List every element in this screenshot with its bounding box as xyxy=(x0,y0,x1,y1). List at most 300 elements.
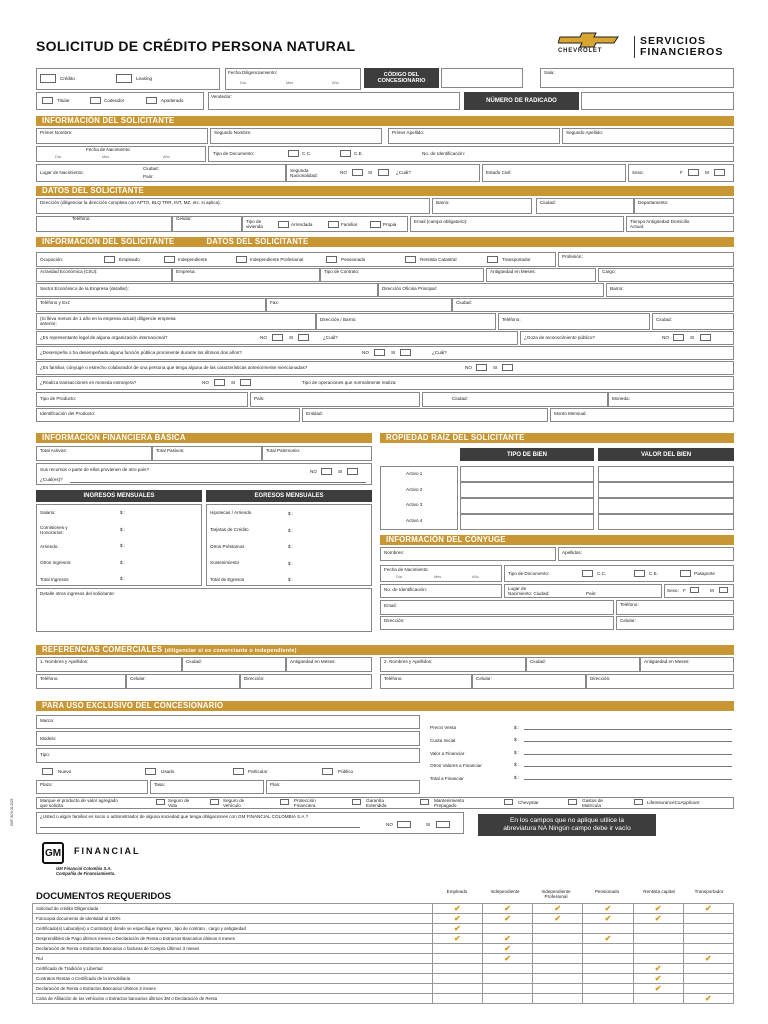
telefono-anterior-field[interactable] xyxy=(498,313,650,330)
tel-ext-field[interactable] xyxy=(36,298,266,312)
doc-row xyxy=(33,924,734,934)
credito-checkbox[interactable] xyxy=(40,74,56,83)
familiar-no-checkbox[interactable] xyxy=(397,821,411,828)
ciudad-label: Ciudad: xyxy=(452,396,468,401)
check-icon: ✔ xyxy=(482,954,532,964)
conyuge-direccion-field[interactable] xyxy=(380,616,614,630)
garantia-label: Garantía Extendida xyxy=(366,798,387,808)
conyuge-email-field[interactable] xyxy=(380,600,614,615)
doc-col-header: Transportador xyxy=(694,889,724,894)
pensionado-label: Pensionado xyxy=(341,257,366,262)
dollar-label: $ : xyxy=(514,775,520,780)
barrio-oficina-field[interactable] xyxy=(606,283,734,297)
total-line[interactable] xyxy=(524,779,732,780)
doc-row-label: Declaración de Renta o Extractos Bancarios o facturas de Compra Últimos 3 meses xyxy=(33,944,433,954)
f-label: F xyxy=(680,170,683,175)
barrio-label: Barrio: xyxy=(436,200,450,205)
activo-2-tipo[interactable] xyxy=(460,482,594,498)
q4-si-checkbox[interactable] xyxy=(240,379,251,386)
check-icon: ✔ xyxy=(432,934,482,944)
dollar-label: $ : xyxy=(120,543,126,548)
page-title: SOLICITUD DE CRÉDITO PERSONA NATURAL xyxy=(36,38,356,54)
no-label: NO xyxy=(260,335,267,340)
dollar-label: $ : xyxy=(120,560,126,565)
si-label: SI xyxy=(426,822,431,827)
rentista-checkbox[interactable] xyxy=(405,256,416,263)
no-label: NO xyxy=(662,335,669,340)
q1-si-checkbox[interactable] xyxy=(298,334,309,341)
total-egresos-label: Total de Egresos xyxy=(210,577,245,582)
comisiones-label: Comisiones y Honorarios: xyxy=(40,525,68,535)
particular-label: Particular xyxy=(248,769,268,774)
tel-ext-label: Teléfono y Ext: xyxy=(40,300,71,305)
doc-cell-empty xyxy=(432,944,482,954)
sexo-label: Sexo: xyxy=(632,170,644,175)
doc-cell-empty xyxy=(482,974,532,984)
no-identificacion-label: No. de Identificación: xyxy=(422,151,465,156)
celular-label: Celular: xyxy=(176,216,192,221)
telefono-field[interactable] xyxy=(36,216,172,232)
segundo-nombre-label: Segundo Nombre: xyxy=(214,130,252,135)
doc-row-label: Desprendibles de Pago últimos meses o Declaración de Renta o Extractos Bancarios últimos 3 meses xyxy=(33,934,433,944)
ano-label: Año xyxy=(472,575,479,579)
tipo-doc-label: Tipo de Documento: xyxy=(508,571,550,576)
dollar-label: $ : xyxy=(120,510,126,515)
q4-no-checkbox[interactable] xyxy=(214,379,225,386)
check-icon: ✔ xyxy=(482,944,532,954)
ciudad-producto-field[interactable] xyxy=(422,392,608,407)
seguro-vehiculo-label: Seguro de Vehículo xyxy=(223,798,245,808)
check-icon: ✔ xyxy=(683,994,733,1004)
doc-cell-empty xyxy=(533,964,583,974)
no-label: NO xyxy=(386,822,393,827)
doc-col-header: Independiente Profesional xyxy=(541,889,571,899)
activo-1-tipo[interactable] xyxy=(460,466,594,482)
familiar-checkbox[interactable] xyxy=(328,221,339,228)
dia-label: Día xyxy=(396,575,402,579)
valor-bien-header: VALOR DEL BIEN xyxy=(598,448,734,461)
solicitante-section-header: INFORMACIÓN DEL SOLICITANTE xyxy=(36,116,734,126)
independiente-label: Independiente xyxy=(178,257,208,262)
chevystar-checkbox[interactable] xyxy=(504,799,513,805)
seguro-vida-checkbox[interactable] xyxy=(156,799,165,805)
pais-label: País: xyxy=(254,396,265,401)
familiar-label: Familiar xyxy=(341,222,358,227)
leasing-checkbox[interactable] xyxy=(116,74,132,83)
doc-cell-empty xyxy=(583,984,633,994)
doc-row xyxy=(33,914,734,924)
doc-cell-empty xyxy=(683,974,733,984)
activo-3-valor[interactable] xyxy=(598,498,734,514)
otros-line[interactable] xyxy=(524,766,732,767)
dollar-label: $ : xyxy=(288,511,294,516)
dollar-label: $ : xyxy=(120,527,126,532)
sexo-label: Sexo: xyxy=(667,588,679,593)
q3-label: ¿Es familiar, cónyuge o estrecho colaborador de una persona que tenga alguna de las características anteriormente mencionadas? xyxy=(40,365,308,370)
tipo-contrato-label: Tipo de Contrato: xyxy=(324,269,360,274)
si-menos-label: (Si lleva menos de 1 año en la empresa actual) diligencie empresa anterior: xyxy=(40,316,176,326)
no-label: NO xyxy=(465,365,472,370)
mantenimiento-label: Mantenimiento Prepagado xyxy=(434,798,465,808)
celular-label: Celular: xyxy=(620,618,636,623)
vendedor-field[interactable] xyxy=(208,92,460,110)
codeudor-label: Codeudor xyxy=(104,98,125,103)
datos-section-header: DATOS DEL SOLICITANTE xyxy=(36,186,734,196)
sostenimiento-label: Sostenimiento xyxy=(210,560,240,565)
sector-label: Sector Económico de la Empresa (detallar): xyxy=(40,286,129,291)
pais-label: País: xyxy=(586,591,597,596)
referencias-section-header: REFERENCIAS COMERCIALES (diligenciar si es comerciante o independiente) xyxy=(36,645,734,655)
cargo-field[interactable] xyxy=(598,268,734,282)
segundo-apellido-label: Segundo Apellido: xyxy=(566,130,604,135)
doc-cell-empty xyxy=(533,974,583,984)
doc-cell-empty xyxy=(482,924,532,934)
lugar-nacimiento-label: Lugar de Nacimiento: xyxy=(40,170,84,175)
cual-line xyxy=(70,482,366,483)
empleado-label: Empleado xyxy=(119,257,140,262)
mes-label: Mes xyxy=(286,81,294,85)
doc-cell-empty xyxy=(633,994,683,1004)
doc-cell-empty xyxy=(533,954,583,964)
chevystar-label: Chevystar xyxy=(518,800,539,805)
empresa-label: Empresa: xyxy=(176,269,196,274)
fax-field[interactable] xyxy=(266,298,452,312)
gm-logo: GM xyxy=(42,842,64,864)
tipo-documento-field xyxy=(208,146,734,162)
dollar-label: $ : xyxy=(288,561,294,566)
no-label: NO xyxy=(202,380,209,385)
activo-4-tipo[interactable] xyxy=(460,514,594,530)
check-icon: ✔ xyxy=(633,904,683,914)
particular-checkbox[interactable] xyxy=(233,768,244,775)
segunda-nac-si-checkbox[interactable] xyxy=(378,169,389,176)
segunda-nac-no-checkbox[interactable] xyxy=(352,169,363,176)
transportador-label: Transportador xyxy=(502,257,531,262)
dollar-label: $ : xyxy=(288,544,294,549)
doc-cell-empty xyxy=(432,994,482,1004)
ciudad-label: Ciudad: xyxy=(186,659,202,664)
sexo-m-checkbox[interactable] xyxy=(714,169,725,176)
gm-legal-name: GM Financial Colombia S.A. xyxy=(56,866,112,871)
doc-cell-empty xyxy=(432,964,482,974)
doc-row-label: Fotocopia documento de identidad al 150% xyxy=(33,914,433,924)
nombres-label: Nombres: xyxy=(384,550,404,555)
cc-label: C.C. xyxy=(302,151,312,156)
q4-label: ¿Realiza transacciones en moneda extranjera? xyxy=(40,380,137,385)
documentos-title: DOCUMENTOS REQUERIDOS xyxy=(36,891,171,902)
arrendada-label: Arrendada xyxy=(291,222,313,227)
doc-col-header: Independiente xyxy=(490,889,520,894)
cc-checkbox[interactable] xyxy=(288,150,299,157)
actividad-label: Actividad Económica (CIIU): xyxy=(40,269,98,274)
otros-label: Otros Valores a Financiar xyxy=(430,763,482,768)
doc-cell-empty xyxy=(533,924,583,934)
tiempo-label: Tiempo Antigüedad Domicilio Actual: xyxy=(630,219,690,229)
doc-row xyxy=(33,944,734,954)
si-label: SI xyxy=(231,380,236,385)
q1b-label: ¿Goza de reconocimiento público? xyxy=(524,335,595,340)
doc-cell-empty xyxy=(533,934,583,944)
doc-cell-empty xyxy=(683,984,733,994)
ano-label: Año xyxy=(332,81,339,85)
check-icon: ✔ xyxy=(432,924,482,934)
nuevo-checkbox[interactable] xyxy=(42,768,53,775)
conyuge-pasaporte-checkbox[interactable] xyxy=(680,570,691,577)
ciudad-label: Ciudad: xyxy=(656,317,672,322)
antiguedad-label: Antigüedad en Meses: xyxy=(290,659,336,664)
conyuge-ce-checkbox[interactable] xyxy=(634,570,645,577)
doc-cell-empty xyxy=(533,944,583,954)
doc-cell-empty xyxy=(633,944,683,954)
dollar-label: $ : xyxy=(514,725,520,730)
precio-label: Precio Venta xyxy=(430,725,457,730)
doc-cell-empty xyxy=(482,994,532,1004)
activo-1-valor[interactable] xyxy=(598,466,734,482)
activo-4-label: Activo 4 xyxy=(406,518,423,523)
plan-field[interactable] xyxy=(266,780,420,794)
fecha-nacimiento-label: Fecha de Nacimiento: xyxy=(86,147,131,152)
email-label: Email: xyxy=(384,603,397,608)
lugar-label: Lugar de Nacimiento: Ciudad: xyxy=(508,586,550,596)
activo-2-label: Activo 2 xyxy=(406,487,423,492)
cuota-line[interactable] xyxy=(524,741,732,742)
publico-checkbox[interactable] xyxy=(322,768,333,775)
direccion-label: Dirección (diligenciar la dirección completa con APTO, BLQ TRR, INT, MZ, etc. si aplica): xyxy=(40,200,221,205)
activo-2-valor[interactable] xyxy=(598,482,734,498)
apellidos-label: Apellidos: xyxy=(562,550,582,555)
doc-cell-empty xyxy=(633,924,683,934)
marque-label: Marque el producto de valor agregado que solicita xyxy=(40,798,118,808)
doc-cell-empty xyxy=(432,974,482,984)
barrio-label: Barrio: xyxy=(610,286,624,291)
propia-checkbox[interactable] xyxy=(370,221,381,228)
tipo-label: Tipo: xyxy=(40,752,51,757)
doc-row-label: Contratos Rentas o Certificado de la inmobiliaria xyxy=(33,974,433,984)
mes-label: Mes xyxy=(434,575,442,579)
doc-row-label: Certificado de Tradición y Libertad xyxy=(33,964,433,974)
rentista-label: Rentista Catastral xyxy=(420,257,457,262)
arrendada-checkbox[interactable] xyxy=(278,221,289,228)
conyuge-nombres-field[interactable] xyxy=(380,547,556,561)
gm-financial-wordmark: FINANCIAL xyxy=(74,846,141,856)
marca-label: Marca: xyxy=(40,718,55,723)
marca-field[interactable] xyxy=(36,715,420,729)
apoderado-label: Apoderado xyxy=(161,98,184,103)
doc-col-header: Empleado xyxy=(446,889,468,894)
doc-cell-empty xyxy=(583,994,633,1004)
ref2-nombre-label: 2. Nombres y Apellidos: xyxy=(384,659,433,664)
q2-label: ¿Desempeña o ha desempeñado alguna función pública prominente durante los últimos dos años? xyxy=(40,350,242,355)
check-icon: ✔ xyxy=(533,914,583,924)
modelo-label: Modelo: xyxy=(40,736,57,741)
plan-label: Plan: xyxy=(270,782,281,787)
numero-radicado-field[interactable] xyxy=(581,92,734,110)
recursos-no-checkbox[interactable] xyxy=(321,468,332,475)
codigo-concesionario-field[interactable] xyxy=(441,68,523,88)
si-label: SI xyxy=(690,335,695,340)
doc-cell-empty xyxy=(583,974,633,984)
cual-label: ¿Cuál? xyxy=(323,335,338,340)
fecha-nac-label: Fecha de Nacimiento: xyxy=(384,567,429,572)
direccion-label: Dirección: xyxy=(384,618,405,623)
doc-row xyxy=(33,934,734,944)
garantia-checkbox[interactable] xyxy=(352,799,361,805)
check-icon: ✔ xyxy=(482,904,532,914)
check-icon: ✔ xyxy=(583,904,633,914)
telefono-label: Teléfono: xyxy=(502,317,521,322)
no-label: NO xyxy=(310,469,317,474)
dia-label: Día xyxy=(240,81,246,85)
proteccion-checkbox[interactable] xyxy=(280,799,289,805)
q3-si-checkbox[interactable] xyxy=(502,364,513,371)
activo-4-valor[interactable] xyxy=(598,514,734,530)
ciudad-label: Ciudad: xyxy=(456,300,472,305)
celular-label: Celular: xyxy=(476,676,492,681)
dollar-label: $ : xyxy=(514,737,520,742)
q2-si-checkbox[interactable] xyxy=(400,349,411,356)
recursos-si-checkbox[interactable] xyxy=(347,468,358,475)
familiar-socio-line[interactable] xyxy=(40,827,360,828)
dollar-label: $ : xyxy=(288,528,294,533)
si-label: SI xyxy=(338,469,343,474)
valor-line[interactable] xyxy=(524,754,732,755)
si-label: SI xyxy=(493,365,498,370)
gastos-label: Gastos de Matrícula xyxy=(582,798,603,808)
conyuge-sexo-m-checkbox[interactable] xyxy=(719,587,728,593)
doc-cell-empty xyxy=(583,964,633,974)
doc-row xyxy=(33,964,734,974)
q4b-label: Tipo de operaciones que normalmente realiza: xyxy=(302,380,397,385)
conyuge-sexo-f-checkbox[interactable] xyxy=(690,587,699,593)
q1-no-checkbox[interactable] xyxy=(272,334,283,341)
check-icon: ✔ xyxy=(432,914,482,924)
otros-ingresos-label: Otros Ingresos: xyxy=(40,560,72,565)
precio-line[interactable] xyxy=(524,729,732,730)
plazo-field[interactable] xyxy=(36,780,148,794)
total-ingresos-label: Total Ingresos xyxy=(40,577,69,582)
cargo-label: Cargo: xyxy=(602,269,616,274)
q3-no-checkbox[interactable] xyxy=(476,364,487,371)
modelo-field[interactable] xyxy=(36,731,420,746)
sala-label: Sala: xyxy=(544,70,555,75)
doc-cell-empty xyxy=(533,994,583,1004)
empleado-checkbox[interactable] xyxy=(104,256,115,263)
codigo-concesionario-header: CÓDIGO DEL CONCESIONARIO xyxy=(364,68,439,88)
pais-producto-field[interactable] xyxy=(250,392,420,407)
nuevo-label: Nuevo xyxy=(58,769,72,774)
dir-oficina-label: Dirección Oficina Principal: xyxy=(382,286,437,291)
tipo-vivienda-label: Tipo de vivienda xyxy=(246,219,263,229)
chevrolet-wordmark: CHEVROLET xyxy=(558,48,603,54)
dollar-label: $ : xyxy=(288,577,294,582)
indep-prof-checkbox[interactable] xyxy=(236,256,247,263)
q1b-si-checkbox[interactable] xyxy=(700,334,711,341)
q1b-no-checkbox[interactable] xyxy=(673,334,684,341)
entidad-label: Entidad: xyxy=(306,411,323,416)
tasa-field[interactable] xyxy=(150,780,264,794)
doc-row xyxy=(33,994,734,1004)
ciudad-oficina-field[interactable] xyxy=(452,298,734,312)
activo-3-label: Activo 3 xyxy=(406,502,423,507)
usado-checkbox[interactable] xyxy=(145,768,156,775)
q2-no-checkbox[interactable] xyxy=(374,349,385,356)
doc-cell-empty xyxy=(583,954,633,964)
conyuge-apellidos-field[interactable] xyxy=(558,547,734,561)
doc-col-header: Rentista capital xyxy=(643,889,675,894)
departamento-label: Departamento: xyxy=(638,200,669,205)
vendedor-label: Vendedor: xyxy=(211,94,232,99)
concesionario-section-header: PARA USO EXCLUSIVO DEL CONCESIONARIO xyxy=(36,701,734,711)
check-icon: ✔ xyxy=(633,974,683,984)
monto-label: Monto Mensual: xyxy=(554,411,587,416)
doc-row-label: Rut xyxy=(33,954,433,964)
tipo-field[interactable] xyxy=(36,748,420,763)
numero-radicado-header: NÚMERO DE RADICADO xyxy=(464,92,579,110)
activo-3-tipo[interactable] xyxy=(460,498,594,514)
conyuge-cc-checkbox[interactable] xyxy=(582,570,593,577)
mantenimiento-checkbox[interactable] xyxy=(420,799,429,805)
salario-label: Salario: xyxy=(40,510,56,515)
direccion-label: Dirección: xyxy=(590,676,611,681)
credito-label: Crédito xyxy=(60,76,75,81)
entidad-field[interactable] xyxy=(302,408,548,422)
seguro-vehiculo-checkbox[interactable] xyxy=(210,799,219,805)
tipo-bien-header: TIPO DE BIEN xyxy=(460,448,594,461)
moneda-label: Moneda: xyxy=(612,396,630,401)
usado-label: Usado xyxy=(161,769,175,774)
dir-barrio-label: Dirección / Barrio: xyxy=(320,317,357,322)
check-icon: ✔ xyxy=(482,914,532,924)
doc-cell-empty xyxy=(533,984,583,994)
codeudor-checkbox[interactable] xyxy=(90,97,101,104)
ce-checkbox[interactable] xyxy=(340,150,351,157)
ref1-nombre-label: 1. Nombres y Apellidos: xyxy=(40,659,89,664)
sala-field[interactable] xyxy=(540,68,734,88)
gastos-matricula-checkbox[interactable] xyxy=(568,799,577,805)
nota-na-box: En los campos que no aplique utilice la abreviatura NA Ningún campo debe ir vacío xyxy=(478,814,656,836)
doc-row xyxy=(33,904,734,914)
dollar-label: $ : xyxy=(514,762,520,767)
laboral-section-header: INFORMACIÓN DEL SOLICITANTE DATOS DEL SOLICITANTE xyxy=(36,237,734,247)
check-icon: ✔ xyxy=(633,964,683,974)
doc-cell-empty xyxy=(432,984,482,994)
q1-label: ¿Es representante legal de alguna organización internacional? xyxy=(40,335,168,340)
sexo-f-checkbox[interactable] xyxy=(688,169,699,176)
doc-cell-empty xyxy=(633,954,683,964)
familiar-si-checkbox[interactable] xyxy=(436,821,450,828)
primer-nombre-label: Primer Nombre: xyxy=(40,130,73,135)
apoderado-checkbox[interactable] xyxy=(146,97,157,104)
doc-cell-empty xyxy=(683,914,733,924)
doc-cell-empty xyxy=(432,954,482,964)
doc-cell-empty xyxy=(683,964,733,974)
doc-row-label: Certificado(s) Laboral(es) o Contrato(s) donde se especifique Ingreso , tipo de contrato , cargo y antigüedad xyxy=(33,924,433,934)
titular-checkbox[interactable] xyxy=(42,97,53,104)
doc-row xyxy=(33,954,734,964)
life-insurance-checkbox[interactable] xyxy=(634,799,643,805)
doc-cell-empty xyxy=(482,964,532,974)
doc-row-label: Solicitud de crédito Diligenciada xyxy=(33,904,433,914)
telefono-label: Teléfono: xyxy=(620,602,639,607)
profesion-field[interactable] xyxy=(558,252,734,267)
doc-row xyxy=(33,984,734,994)
independiente-checkbox[interactable] xyxy=(164,256,175,263)
dia-label: Día xyxy=(55,155,61,159)
segunda-nacionalidad-label: Segunda Nacionalidad: xyxy=(290,168,318,178)
pensionado-checkbox[interactable] xyxy=(326,256,337,263)
detalle-label: Detalle otros ingresos del solicitante: xyxy=(40,591,115,596)
transportador-checkbox[interactable] xyxy=(487,256,498,263)
